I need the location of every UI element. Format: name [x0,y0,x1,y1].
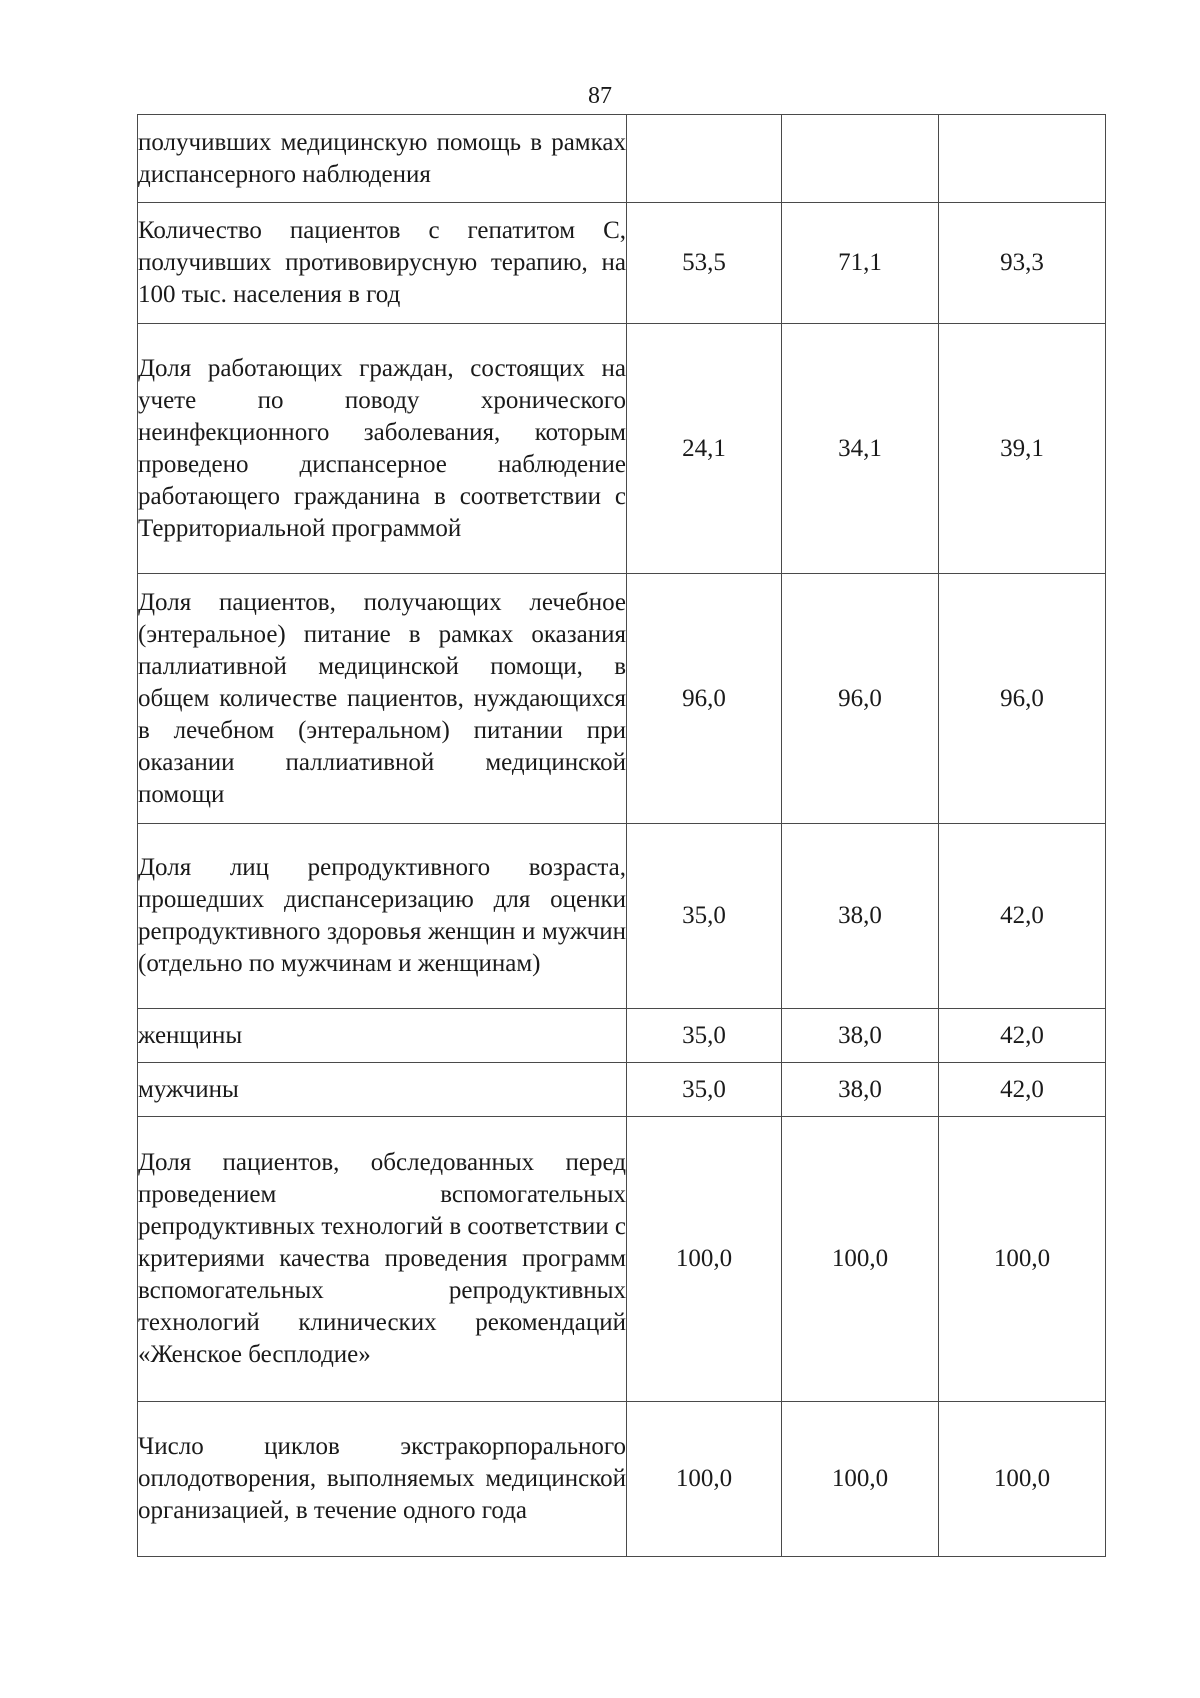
value-col-2: 96,0 [782,574,939,824]
indicator-label: женщины [138,1009,627,1063]
table-row [138,324,1106,574]
indicator-label: Доля пациентов, обследованных перед проведением вспомогательных репродуктивных технологий в соответствии с критериями качества проведения программ вспомогательных репродуктивных технологий клинических рекомендаций «Женское бесплодие» [138,1117,627,1402]
value-col-2: 34,1 [782,324,939,574]
value-col-3: 42,0 [939,1009,1106,1063]
value-col-3: 42,0 [939,824,1106,1009]
indicators-table [137,114,1106,1557]
value-col-2: 100,0 [782,1117,939,1402]
value-col-3: 42,0 [939,1063,1106,1117]
value-col-1: 24,1 [627,324,782,574]
indicator-label: мужчины [138,1063,627,1117]
value-col-1: 35,0 [627,1063,782,1117]
value-col-2: 38,0 [782,824,939,1009]
table-row [138,824,1106,1009]
table-row [138,115,1106,203]
table-row [138,1009,1106,1063]
indicator-label: получивших медицинскую помощь в рамках диспансерного наблюдения [138,115,627,203]
value-col-1: 53,5 [627,203,782,324]
value-col-3: 93,3 [939,203,1106,324]
table-row [138,1117,1106,1402]
table-row [138,1063,1106,1117]
value-col-2: 100,0 [782,1402,939,1557]
value-col-2: 38,0 [782,1063,939,1117]
table-row [138,203,1106,324]
value-col-1: 96,0 [627,574,782,824]
value-col-1: 100,0 [627,1402,782,1557]
value-col-3: 100,0 [939,1117,1106,1402]
value-col-1 [627,115,782,203]
indicator-label: Количество пациентов с гепатитом С, получивших противовирусную терапию, на 100 тыс. населения в год [138,203,627,324]
table-row [138,574,1106,824]
table-row [138,1402,1106,1557]
indicator-label: Число циклов экстракорпорального оплодотворения, выполняемых медицинской организацией, в течение одного года [138,1402,627,1557]
indicator-label: Доля пациентов, получающих лечебное (энтеральное) питание в рамках оказания паллиативной медицинской помощи, в общем количестве пациентов, нуждающихся в лечебном (энтеральном) питании при оказании паллиативной медицинской помощи [138,574,627,824]
value-col-3: 96,0 [939,574,1106,824]
value-col-2: 38,0 [782,1009,939,1063]
indicator-label: Доля работающих граждан, состоящих на учете по поводу хронического неинфекционного заболевания, которым проведено диспансерное наблюдение работающего гражданина в соответствии с Территориальной программой [138,324,627,574]
value-col-3 [939,115,1106,203]
value-col-1: 100,0 [627,1117,782,1402]
value-col-1: 35,0 [627,1009,782,1063]
value-col-2 [782,115,939,203]
value-col-2: 71,1 [782,203,939,324]
value-col-3: 39,1 [939,324,1106,574]
indicator-label: Доля лиц репродуктивного возраста, прошедших диспансеризацию для оценки репродуктивного здоровья женщин и мужчин (отдельно по мужчинам и женщинам) [138,824,627,1009]
page-number: 87 [588,83,612,109]
value-col-3: 100,0 [939,1402,1106,1557]
value-col-1: 35,0 [627,824,782,1009]
